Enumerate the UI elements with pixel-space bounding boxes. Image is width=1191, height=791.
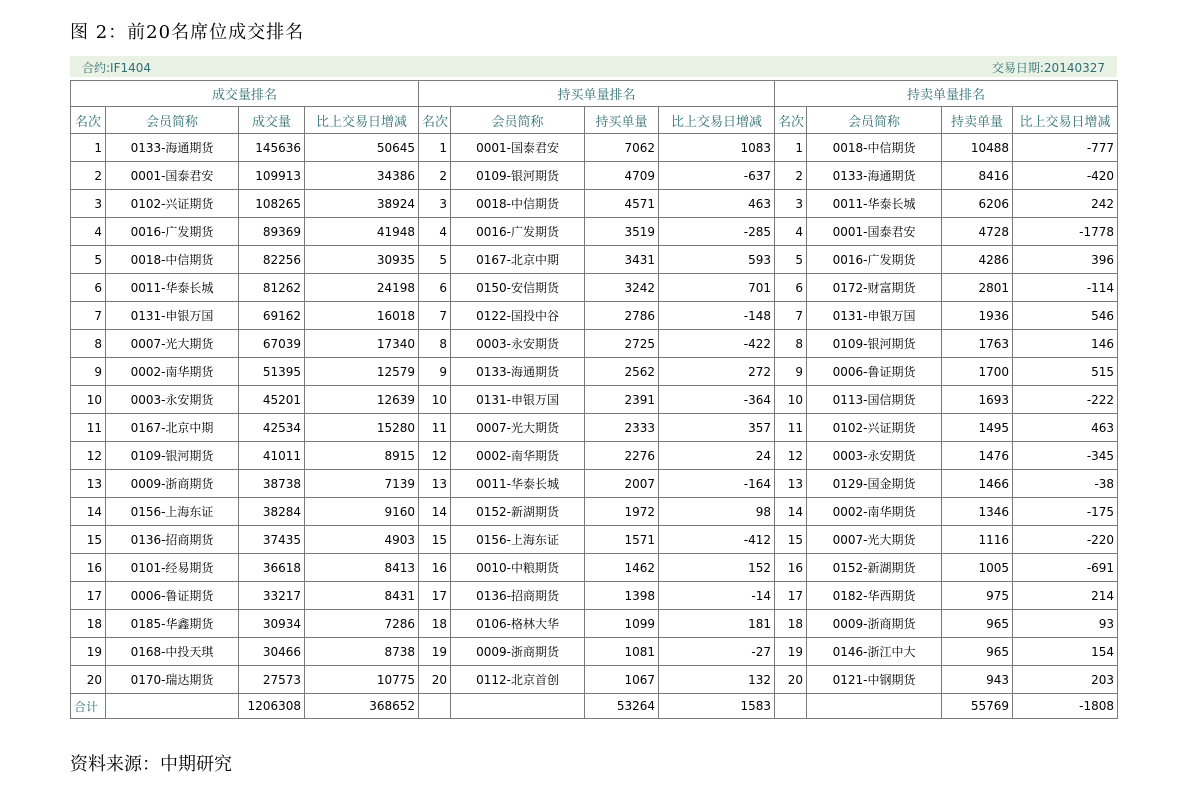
sell-amount-cell: 1116 (942, 526, 1013, 554)
sell-change-cell: 546 (1013, 302, 1118, 330)
buy-member-cell: 0106-格林大华 (451, 610, 585, 638)
rank-cell: 7 (775, 302, 807, 330)
rank-cell: 3 (775, 190, 807, 218)
buy-change-cell: -637 (659, 162, 775, 190)
buy-member-cell: 0009-浙商期货 (451, 638, 585, 666)
buy-amount-cell: 1462 (585, 554, 659, 582)
volume-change-cell: 4903 (305, 526, 419, 554)
rank-cell: 16 (71, 554, 106, 582)
volume-amount-cell: 109913 (239, 162, 305, 190)
table-row (71, 470, 1118, 498)
buy-member-cell: 0002-南华期货 (451, 442, 585, 470)
buy-member-cell: 0112-北京首创 (451, 666, 585, 694)
sell-member-cell: 0002-南华期货 (807, 498, 942, 526)
buy-member-cell: 0131-申银万国 (451, 386, 585, 414)
volume-member-cell: 0001-国泰君安 (106, 162, 239, 190)
volume-member-cell: 0168-中投天琪 (106, 638, 239, 666)
rank-cell: 6 (71, 274, 106, 302)
rank-cell: 14 (775, 498, 807, 526)
buy-change-cell: 132 (659, 666, 775, 694)
rank-cell: 6 (775, 274, 807, 302)
sell-amount-cell: 965 (942, 610, 1013, 638)
sell-member-cell: 0007-光大期货 (807, 526, 942, 554)
sell-change-cell: 242 (1013, 190, 1118, 218)
table-row (71, 498, 1118, 526)
buy-amount-cell: 2562 (585, 358, 659, 386)
table-row (71, 554, 1118, 582)
sell-member-cell: 0129-国金期货 (807, 470, 942, 498)
buy-amount-cell: 4571 (585, 190, 659, 218)
table-row (71, 190, 1118, 218)
buy-change-cell: 24 (659, 442, 775, 470)
group-buy-header: 持买单量排名 (419, 81, 775, 107)
table-row (71, 414, 1118, 442)
totals-label: 合计 (71, 694, 106, 719)
volume-amount-cell: 42534 (239, 414, 305, 442)
rank-cell: 18 (71, 610, 106, 638)
col-header-member: 会员简称 (451, 107, 585, 134)
sell-change-cell: 214 (1013, 582, 1118, 610)
rank-cell: 2 (419, 162, 451, 190)
volume-change-cell: 34386 (305, 162, 419, 190)
sell-amount-cell: 1346 (942, 498, 1013, 526)
buy-amount-cell: 3519 (585, 218, 659, 246)
volume-member-cell: 0009-浙商期货 (106, 470, 239, 498)
buy-amount-cell: 2725 (585, 330, 659, 358)
volume-change-cell: 38924 (305, 190, 419, 218)
buy-change-cell: 152 (659, 554, 775, 582)
volume-amount-cell: 38738 (239, 470, 305, 498)
sell-member-cell: 0133-海通期货 (807, 162, 942, 190)
buy-change-cell: -14 (659, 582, 775, 610)
volume-amount-cell: 37435 (239, 526, 305, 554)
volume-amount-cell: 38284 (239, 498, 305, 526)
volume-change-cell: 8915 (305, 442, 419, 470)
volume-member-cell: 0109-银河期货 (106, 442, 239, 470)
rank-cell: 15 (419, 526, 451, 554)
rank-cell: 12 (419, 442, 451, 470)
volume-amount-cell: 30934 (239, 610, 305, 638)
sell-amount-cell: 1763 (942, 330, 1013, 358)
buy-amount-cell: 2276 (585, 442, 659, 470)
rank-cell: 20 (419, 666, 451, 694)
table-row (71, 442, 1118, 470)
sell-member-cell: 0102-兴证期货 (807, 414, 942, 442)
table-row (71, 358, 1118, 386)
sell-amount-cell: 1495 (942, 414, 1013, 442)
empty-cell (807, 694, 942, 719)
volume-amount-cell: 30466 (239, 638, 305, 666)
rank-cell: 9 (419, 358, 451, 386)
rank-cell: 11 (71, 414, 106, 442)
sell-amount-cell: 1700 (942, 358, 1013, 386)
buy-change-cell: -422 (659, 330, 775, 358)
sell-change-cell: 396 (1013, 246, 1118, 274)
table-row (71, 274, 1118, 302)
buy-change-cell: -164 (659, 470, 775, 498)
table-row (71, 330, 1118, 358)
volume-member-cell: 0133-海通期货 (106, 134, 239, 162)
total-volume-change: 368652 (305, 694, 419, 719)
sell-amount-cell: 975 (942, 582, 1013, 610)
buy-member-cell: 0156-上海东证 (451, 526, 585, 554)
sell-member-cell: 0006-鲁证期货 (807, 358, 942, 386)
table-row (71, 386, 1118, 414)
buy-change-cell: 357 (659, 414, 775, 442)
volume-amount-cell: 69162 (239, 302, 305, 330)
sell-member-cell: 0146-浙江中大 (807, 638, 942, 666)
col-header-rank: 名次 (419, 107, 451, 134)
buy-member-cell: 0001-国泰君安 (451, 134, 585, 162)
col-header-buy-amount: 持买单量 (585, 107, 659, 134)
total-buy-change: 1583 (659, 694, 775, 719)
rank-cell: 14 (71, 498, 106, 526)
buy-change-cell: -412 (659, 526, 775, 554)
buy-member-cell: 0010-中粮期货 (451, 554, 585, 582)
rank-cell: 12 (71, 442, 106, 470)
sell-change-cell: -220 (1013, 526, 1118, 554)
volume-change-cell: 9160 (305, 498, 419, 526)
sell-change-cell: 154 (1013, 638, 1118, 666)
rank-cell: 4 (71, 218, 106, 246)
buy-amount-cell: 1081 (585, 638, 659, 666)
rank-cell: 13 (419, 470, 451, 498)
volume-change-cell: 50645 (305, 134, 419, 162)
rank-cell: 5 (419, 246, 451, 274)
rank-cell: 2 (775, 162, 807, 190)
sell-amount-cell: 1466 (942, 470, 1013, 498)
sell-member-cell: 0131-申银万国 (807, 302, 942, 330)
sell-change-cell: 93 (1013, 610, 1118, 638)
rank-cell: 18 (419, 610, 451, 638)
buy-member-cell: 0152-新湖期货 (451, 498, 585, 526)
volume-change-cell: 8413 (305, 554, 419, 582)
buy-amount-cell: 1972 (585, 498, 659, 526)
buy-amount-cell: 4709 (585, 162, 659, 190)
buy-change-cell: 98 (659, 498, 775, 526)
rank-cell: 8 (71, 330, 106, 358)
contract-info-bar (70, 56, 1117, 77)
volume-amount-cell: 45201 (239, 386, 305, 414)
sell-change-cell: -38 (1013, 470, 1118, 498)
volume-amount-cell: 36618 (239, 554, 305, 582)
sell-member-cell: 0113-国信期货 (807, 386, 942, 414)
rank-cell: 10 (775, 386, 807, 414)
volume-change-cell: 16018 (305, 302, 419, 330)
col-header-volume: 成交量 (239, 107, 305, 134)
sell-amount-cell: 4728 (942, 218, 1013, 246)
buy-change-cell: 593 (659, 246, 775, 274)
sell-member-cell: 0121-中钢期货 (807, 666, 942, 694)
sell-member-cell: 0016-广发期货 (807, 246, 942, 274)
sell-change-cell: -1778 (1013, 218, 1118, 246)
rank-cell: 17 (775, 582, 807, 610)
total-buy-amount: 53264 (585, 694, 659, 719)
buy-amount-cell: 2333 (585, 414, 659, 442)
buy-amount-cell: 1099 (585, 610, 659, 638)
table-row (71, 218, 1118, 246)
buy-member-cell: 0007-光大期货 (451, 414, 585, 442)
col-header-rank: 名次 (775, 107, 807, 134)
buy-change-cell: -27 (659, 638, 775, 666)
volume-member-cell: 0156-上海东证 (106, 498, 239, 526)
sell-amount-cell: 6206 (942, 190, 1013, 218)
ranking-table-body (71, 134, 1118, 694)
col-header-change: 比上交易日增减 (1013, 107, 1118, 134)
volume-member-cell: 0018-中信期货 (106, 246, 239, 274)
buy-member-cell: 0167-北京中期 (451, 246, 585, 274)
rank-cell: 8 (419, 330, 451, 358)
volume-member-cell: 0102-兴证期货 (106, 190, 239, 218)
rank-cell: 3 (419, 190, 451, 218)
empty-cell (419, 694, 451, 719)
volume-member-cell: 0006-鲁证期货 (106, 582, 239, 610)
sell-amount-cell: 1476 (942, 442, 1013, 470)
buy-change-cell: 1083 (659, 134, 775, 162)
group-header-row (71, 81, 1118, 107)
sell-member-cell: 0001-国泰君安 (807, 218, 942, 246)
buy-amount-cell: 2391 (585, 386, 659, 414)
buy-amount-cell: 3242 (585, 274, 659, 302)
sell-change-cell: -420 (1013, 162, 1118, 190)
volume-change-cell: 12579 (305, 358, 419, 386)
rank-cell: 7 (419, 302, 451, 330)
table-row (71, 302, 1118, 330)
column-header-row (71, 107, 1118, 134)
buy-change-cell: -148 (659, 302, 775, 330)
total-sell-change: -1808 (1013, 694, 1118, 719)
volume-change-cell: 24198 (305, 274, 419, 302)
buy-member-cell: 0136-招商期货 (451, 582, 585, 610)
col-header-sell-amount: 持卖单量 (942, 107, 1013, 134)
rank-cell: 19 (419, 638, 451, 666)
sell-amount-cell: 10488 (942, 134, 1013, 162)
col-header-member: 会员简称 (106, 107, 239, 134)
rank-cell: 17 (419, 582, 451, 610)
rank-cell: 12 (775, 442, 807, 470)
contract-label: 合约:IF1404 (82, 61, 152, 75)
sell-member-cell: 0182-华西期货 (807, 582, 942, 610)
buy-amount-cell: 7062 (585, 134, 659, 162)
rank-cell: 19 (775, 638, 807, 666)
volume-member-cell: 0016-广发期货 (106, 218, 239, 246)
volume-change-cell: 41948 (305, 218, 419, 246)
rank-cell: 15 (71, 526, 106, 554)
rank-cell: 20 (71, 666, 106, 694)
volume-amount-cell: 41011 (239, 442, 305, 470)
volume-amount-cell: 27573 (239, 666, 305, 694)
volume-member-cell: 0131-申银万国 (106, 302, 239, 330)
col-header-change: 比上交易日增减 (659, 107, 775, 134)
rank-cell: 1 (419, 134, 451, 162)
col-header-rank: 名次 (71, 107, 106, 134)
rank-cell: 1 (71, 134, 106, 162)
volume-change-cell: 15280 (305, 414, 419, 442)
group-volume-header: 成交量排名 (71, 81, 419, 107)
buy-change-cell: -364 (659, 386, 775, 414)
sell-amount-cell: 1936 (942, 302, 1013, 330)
volume-member-cell: 0185-华鑫期货 (106, 610, 239, 638)
rank-cell: 10 (71, 386, 106, 414)
col-header-member: 会员简称 (807, 107, 942, 134)
sell-change-cell: -222 (1013, 386, 1118, 414)
rank-cell: 5 (775, 246, 807, 274)
sell-amount-cell: 965 (942, 638, 1013, 666)
empty-cell (775, 694, 807, 719)
buy-amount-cell: 1571 (585, 526, 659, 554)
table-row (71, 246, 1118, 274)
rank-cell: 4 (419, 218, 451, 246)
rank-cell: 17 (71, 582, 106, 610)
rank-cell: 2 (71, 162, 106, 190)
rank-cell: 18 (775, 610, 807, 638)
volume-member-cell: 0167-北京中期 (106, 414, 239, 442)
sell-change-cell: -175 (1013, 498, 1118, 526)
rank-cell: 16 (775, 554, 807, 582)
sell-change-cell: 203 (1013, 666, 1118, 694)
volume-member-cell: 0011-华泰长城 (106, 274, 239, 302)
buy-member-cell: 0016-广发期货 (451, 218, 585, 246)
volume-member-cell: 0101-经易期货 (106, 554, 239, 582)
volume-change-cell: 7139 (305, 470, 419, 498)
volume-change-cell: 12639 (305, 386, 419, 414)
volume-member-cell: 0003-永安期货 (106, 386, 239, 414)
rank-cell: 11 (775, 414, 807, 442)
sell-amount-cell: 2801 (942, 274, 1013, 302)
buy-member-cell: 0122-国投中谷 (451, 302, 585, 330)
volume-change-cell: 10775 (305, 666, 419, 694)
buy-member-cell: 0109-银河期货 (451, 162, 585, 190)
volume-change-cell: 17340 (305, 330, 419, 358)
buy-amount-cell: 1067 (585, 666, 659, 694)
rank-cell: 20 (775, 666, 807, 694)
rank-cell: 8 (775, 330, 807, 358)
figure-title: 图 2：前20名席位成交排名 (70, 22, 305, 43)
rank-cell: 9 (775, 358, 807, 386)
sell-member-cell: 0009-浙商期货 (807, 610, 942, 638)
rank-cell: 4 (775, 218, 807, 246)
rank-cell: 7 (71, 302, 106, 330)
volume-member-cell: 0170-瑞达期货 (106, 666, 239, 694)
ranking-table (70, 80, 1118, 719)
volume-amount-cell: 82256 (239, 246, 305, 274)
sell-change-cell: -777 (1013, 134, 1118, 162)
rank-cell: 11 (419, 414, 451, 442)
col-header-change: 比上交易日增减 (305, 107, 419, 134)
volume-amount-cell: 145636 (239, 134, 305, 162)
volume-amount-cell: 51395 (239, 358, 305, 386)
buy-amount-cell: 2007 (585, 470, 659, 498)
buy-member-cell: 0133-海通期货 (451, 358, 585, 386)
volume-amount-cell: 81262 (239, 274, 305, 302)
sell-change-cell: -345 (1013, 442, 1118, 470)
volume-change-cell: 7286 (305, 610, 419, 638)
rank-cell: 16 (419, 554, 451, 582)
buy-change-cell: 701 (659, 274, 775, 302)
sell-member-cell: 0003-永安期货 (807, 442, 942, 470)
volume-member-cell: 0002-南华期货 (106, 358, 239, 386)
sell-amount-cell: 4286 (942, 246, 1013, 274)
buy-change-cell: 181 (659, 610, 775, 638)
volume-change-cell: 30935 (305, 246, 419, 274)
volume-change-cell: 8738 (305, 638, 419, 666)
trade-date-label: 交易日期:20140327 (991, 61, 1105, 75)
rank-cell: 9 (71, 358, 106, 386)
total-sell-amount: 55769 (942, 694, 1013, 719)
sell-change-cell: 515 (1013, 358, 1118, 386)
sell-change-cell: -114 (1013, 274, 1118, 302)
sell-amount-cell: 8416 (942, 162, 1013, 190)
buy-change-cell: 463 (659, 190, 775, 218)
table-row (71, 638, 1118, 666)
rank-cell: 15 (775, 526, 807, 554)
sell-change-cell: 463 (1013, 414, 1118, 442)
rank-cell: 10 (419, 386, 451, 414)
sell-amount-cell: 943 (942, 666, 1013, 694)
buy-change-cell: -285 (659, 218, 775, 246)
table-row (71, 526, 1118, 554)
buy-member-cell: 0150-安信期货 (451, 274, 585, 302)
rank-cell: 3 (71, 190, 106, 218)
sell-change-cell: -691 (1013, 554, 1118, 582)
volume-amount-cell: 108265 (239, 190, 305, 218)
sell-amount-cell: 1005 (942, 554, 1013, 582)
buy-change-cell: 272 (659, 358, 775, 386)
table-row (71, 162, 1118, 190)
table-row (71, 134, 1118, 162)
volume-change-cell: 8431 (305, 582, 419, 610)
rank-cell: 13 (71, 470, 106, 498)
empty-cell (451, 694, 585, 719)
rank-cell: 13 (775, 470, 807, 498)
empty-cell (106, 694, 239, 719)
sell-amount-cell: 1693 (942, 386, 1013, 414)
volume-member-cell: 0136-招商期货 (106, 526, 239, 554)
volume-amount-cell: 67039 (239, 330, 305, 358)
sell-member-cell: 0172-财富期货 (807, 274, 942, 302)
buy-member-cell: 0011-华泰长城 (451, 470, 585, 498)
buy-amount-cell: 3431 (585, 246, 659, 274)
table-row (71, 582, 1118, 610)
volume-amount-cell: 89369 (239, 218, 305, 246)
rank-cell: 14 (419, 498, 451, 526)
rank-cell: 5 (71, 246, 106, 274)
sell-member-cell: 0011-华泰长城 (807, 190, 942, 218)
sell-member-cell: 0109-银河期货 (807, 330, 942, 358)
buy-amount-cell: 1398 (585, 582, 659, 610)
volume-member-cell: 0007-光大期货 (106, 330, 239, 358)
rank-cell: 6 (419, 274, 451, 302)
totals-row (71, 694, 1118, 719)
sell-member-cell: 0152-新湖期货 (807, 554, 942, 582)
sell-member-cell: 0018-中信期货 (807, 134, 942, 162)
rank-cell: 1 (775, 134, 807, 162)
table-row (71, 666, 1118, 694)
rank-cell: 19 (71, 638, 106, 666)
buy-member-cell: 0003-永安期货 (451, 330, 585, 358)
group-sell-header: 持卖单量排名 (775, 81, 1118, 107)
volume-amount-cell: 33217 (239, 582, 305, 610)
table-row (71, 610, 1118, 638)
source-note: 资料来源：中期研究 (70, 754, 232, 775)
buy-amount-cell: 2786 (585, 302, 659, 330)
buy-member-cell: 0018-中信期货 (451, 190, 585, 218)
sell-change-cell: 146 (1013, 330, 1118, 358)
total-volume: 1206308 (239, 694, 305, 719)
